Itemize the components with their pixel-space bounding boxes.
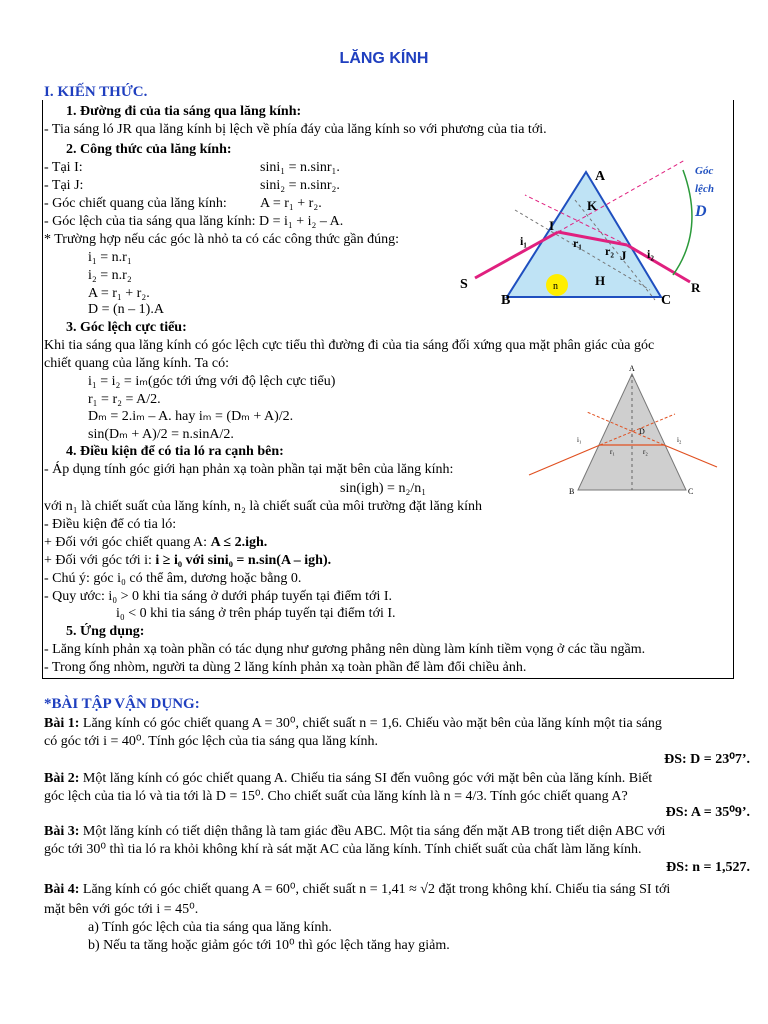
text-line: - Chú ý: góc i₀ có thể âm, dương hoặc bằng 0. [44,571,302,586]
angle-i2-label: i₂ [647,247,654,261]
angle-r2-label: r₂ [605,244,614,258]
point-k-label: K [587,198,598,213]
angle-i1-label: i₁ [577,436,582,444]
text-line: - Tại J: [44,178,84,193]
vertex-a-label: A [595,169,606,184]
angle-r1-label: r₁ [573,236,582,250]
formula: Dₘ = 2.iₘ – A. hay iₘ = (Dₘ + A)/2. [88,409,294,424]
angle-i1-label: i₁ [520,234,527,248]
ray-s-label: S [460,277,468,292]
text-line: - Trong ống nhòm, người ta dùng 2 lăng kính phản xạ toàn phần để làm đổi chiều ảnh. [44,660,527,675]
vertex-c-label: C [661,293,672,308]
formula: A = r₁ + r₂. [88,286,150,301]
vertex-a-label: A [629,364,635,373]
answer: ĐS: D = 23⁰7’. [664,752,750,767]
formula: i₁ = n.r₁ [88,250,132,265]
heading-3: 3. Góc lệch cực tiểu: [66,320,187,335]
text-line: - Quy ước: i₀ > 0 khi tia sáng ở dưới pháp tuyến tại điểm tới I. [44,589,393,604]
heading-5: 5. Ứng dụng: [66,624,145,639]
point-h-label: H [595,273,606,288]
text-line: - Tia sáng ló JR qua lăng kính bị lệch về phía đáy của lăng kính so với phương của tia tới. [44,122,547,137]
formula: r₁ = r₂ = A/2. [88,392,161,407]
text-span: + Đối với góc chiết quang A: [44,535,211,550]
text-line: chiết quang của lăng kính. Ta có: [44,356,229,371]
text-line: - Áp dụng tính góc giới hạn phản xạ toàn phần tại mặt bên của lăng kính: [44,462,454,477]
exercise-text: Một lăng kính có tiết diện thẳng là tam giác đều ABC. Một tia sáng đến mặt AB trong tiết diện ABC với [79,824,666,839]
angle-i2-label: i₂ [677,436,682,444]
deviation-d-label: D [639,427,645,436]
text-line: góc lệch của tia ló và tia tới là D = 15⁰. Cho chiết suất của lăng kính là n = 4/3. Tính góc chiết quang A? [44,789,628,804]
text-line: - Góc chiết quang của lăng kính: [44,196,227,211]
heading-1: 1. Đường đi của tia sáng qua lăng kính: [66,104,302,119]
formula: sini₂ = n.sinr₂. [260,178,340,193]
section-exercises: *BÀI TẬP VẬN DỤNG: [44,696,200,712]
text-line: mặt bên với góc tới i = 45⁰. [44,902,199,917]
vertex-c-label: C [688,487,694,496]
text-bold: A ≤ 2.igh. [210,535,268,550]
text-line [44,553,331,569]
formula: D = (n – 1).A [88,302,164,317]
text-line: - Điều kiện để có tia ló: [44,517,177,532]
exercise-label: Bài 1: [44,716,80,731]
text-line: - Tại I: [44,160,83,175]
exercise-label: Bài 2: [44,771,80,786]
min-deviation-diagram [525,362,720,497]
exercise-label: Bài 4: [44,882,80,897]
prism-triangle [507,172,661,297]
text-line: - Lăng kính phản xạ toàn phần có tác dụng như gương phẳng nên dùng làm kính tiềm vọng ở các tầu ngầm. [44,642,646,657]
text-line: với n₁ là chiết suất của lăng kính, n₂ là chiết suất của môi trường đặt lăng kính [44,499,483,514]
page-title: LĂNG KÍNH [339,50,429,67]
text-line: * Trường hợp nếu các góc là nhỏ ta có các công thức gần đúng: [44,232,400,247]
exercise-label: Bài 3: [44,824,80,839]
formula: sini₁ = n.sinr₁. [260,160,340,175]
deviation-d-label: D [695,203,707,220]
vertex-b-label: B [569,487,575,496]
exercise-2 [44,771,652,787]
point-i-label: I [549,218,555,233]
deviation-arc [673,170,692,275]
heading-4: 4. Điều kiện để có tia ló ra cạnh bên: [66,444,284,459]
text-span: + Đối với góc tới i: [44,553,156,568]
exercise-text: Lăng kính có góc chiết quang A = 60⁰, chiết suất n = 1,41 ≈ √2 đặt trong không khí. Chiếu tia sáng SI tới [79,882,671,897]
prism-diagram [455,150,735,310]
formula: sin(Dₘ + A)/2 = n.sinA/2. [88,427,234,442]
deviation-label: lệch [695,183,714,195]
text-line: - Góc lệch của tia sáng qua lăng kính: D = i₁ + i₂ – A. [44,214,344,229]
formula: A = r₁ + r₂. [260,196,322,211]
point-j-label: J [620,248,627,263]
text-line: Khi tia sáng qua lăng kính có góc lệch cực tiểu thì đường đi của tia sáng đối xứng qua mặt phân giác của góc [44,338,655,353]
exercise-text: Lăng kính có góc chiết quang A = 30⁰, chiết suất n = 1,6. Chiếu vào mặt bên của lăng kính một tia sáng [79,716,662,731]
text-line: i₀ < 0 khi tia sáng ở trên pháp tuyến tại điểm tới I. [116,606,396,621]
text-line: b) Nếu ta tăng hoặc giảm góc tới 10⁰ thì góc lệch tăng hay giảm. [88,938,450,953]
text-line: có góc tới i = 40⁰. Tính góc lệch của tia sáng qua lăng kính. [44,734,379,749]
text-bold: i ≥ i₀ với sini₀ = n.sin(A – igh). [155,553,332,568]
deviation-label: Góc [695,165,714,177]
vertex-b-label: B [501,293,511,308]
exercise-1 [44,716,662,732]
formula: sin(igh) = n₂/n₁ [340,481,427,496]
answer: ĐS: A = 35⁰9’. [665,805,750,820]
text-line: a) Tính góc lệch của tia sáng qua lăng kính. [88,920,332,935]
exercise-4 [44,882,670,898]
section-knowledge: I. KIẾN THỨC. [44,84,148,100]
exercise-text: Một lăng kính có góc chiết quang A. Chiếu tia sáng SI đến vuông góc với mặt bên của lăng kính. Biết [79,771,653,786]
ray-r-label: R [691,280,701,295]
formula: i₁ = i₂ = iₘ(góc tới ứng với độ lệch cực tiểu) [88,374,336,389]
heading-2: 2. Công thức của lăng kính: [66,142,232,157]
exercise-3 [44,824,665,840]
text-line [44,535,267,551]
angle-r1-label: r₁ [610,448,615,456]
angle-r2-label: r₂ [643,448,648,456]
index-n-label: n [553,281,558,292]
formula: i₂ = n.r₂ [88,268,132,283]
text-line: góc tới 30⁰ thì tia ló ra khỏi không khí rà sát mặt AC của lăng kính. Tính chiết suất của chất làm lăng kính. [44,842,642,857]
answer: ĐS: n = 1,527. [666,860,750,875]
